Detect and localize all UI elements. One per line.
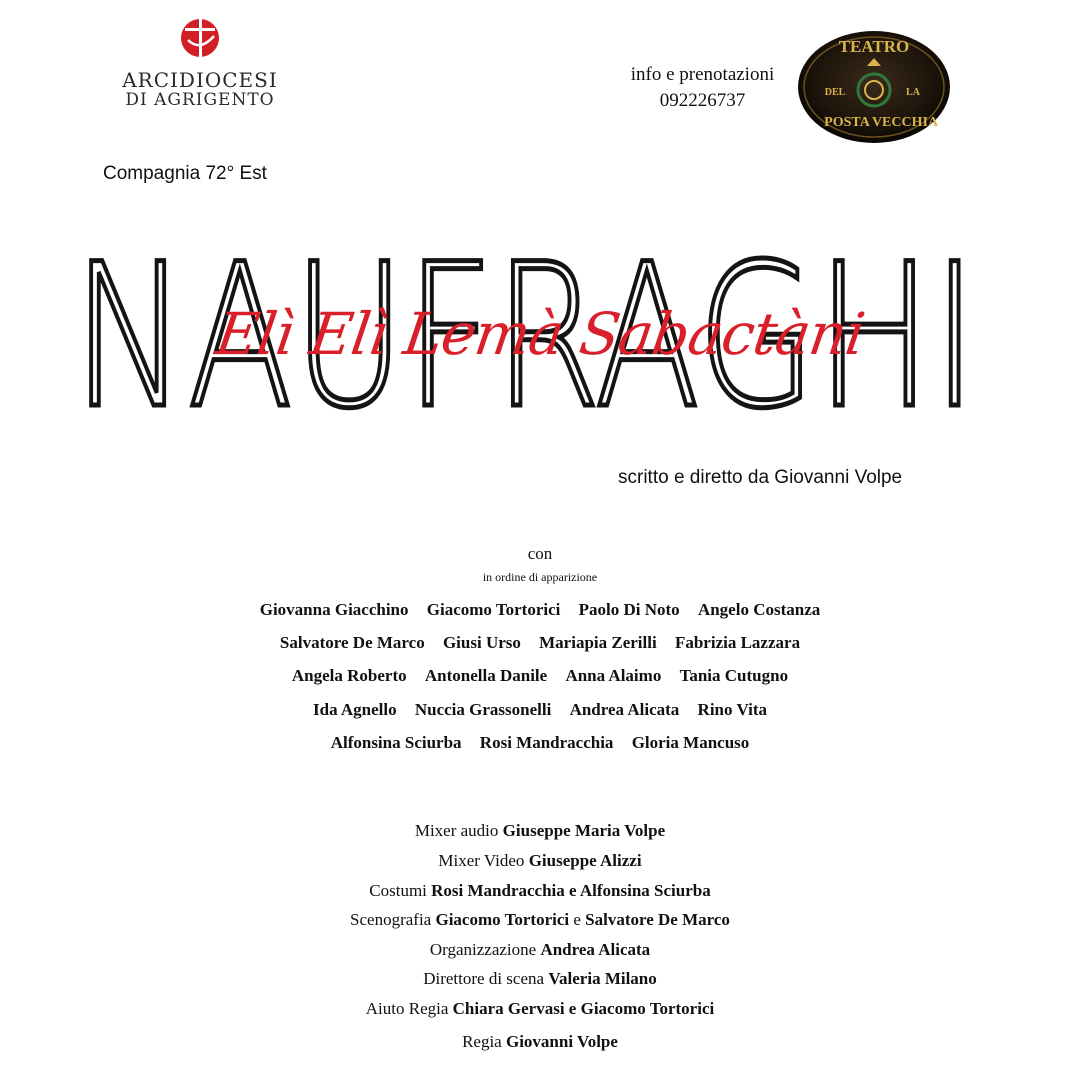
cast-intro: con <box>527 544 553 563</box>
credit-row <box>0 910 1080 930</box>
cast-member: Angelo Costanza <box>697 600 821 619</box>
cast-member: Fabrizia Lazzara <box>674 633 801 652</box>
author-credit: scritto e diretto da Giovanni Volpe <box>618 467 903 488</box>
credit-name: Giuseppe Alizzi <box>528 851 642 870</box>
credit-name: Valeria Milano <box>548 969 657 988</box>
credit-row <box>0 881 1080 901</box>
credit-row <box>0 1032 1080 1052</box>
cast-member: Mariapia Zerilli <box>539 633 657 652</box>
cross-heart-icon <box>178 10 224 62</box>
credit-name: Giovanni Volpe <box>505 1032 618 1051</box>
teatro-vecchia-text: VECCHIA <box>871 115 939 130</box>
credit-row <box>0 999 1080 1019</box>
info-label: info e prenotazioni <box>630 64 775 85</box>
cast-member: Salvatore De Marco <box>279 633 425 652</box>
cast-row <box>0 700 1080 720</box>
cast-member: Rino Vita <box>697 700 767 719</box>
company-name: Compagnia 72° Est <box>103 163 267 184</box>
cast-member: Ida Agnello <box>313 700 397 719</box>
cast-member: Anna Alaimo <box>565 666 662 685</box>
info-phone[interactable]: 092226737 <box>659 90 746 111</box>
cast-member: Antonella Danile <box>424 666 548 685</box>
show-title: NAUFRAGHI <box>72 245 978 420</box>
cast-member: Tania Cutugno <box>679 666 789 685</box>
credit-name: Salvatore De Marco <box>585 910 730 929</box>
cast-member: Gloria Mancuso <box>631 733 750 752</box>
credit-name: Giuseppe Maria Volpe <box>502 821 666 840</box>
arcidiocesi-logo <box>110 10 290 110</box>
teatro-posta-vecchia-logo <box>797 30 952 145</box>
cast-row <box>0 733 1080 753</box>
credit-name: Giacomo Tortorici <box>435 910 570 929</box>
credit-name: Chiara Gervasi e Giacomo Tortorici <box>452 999 715 1018</box>
cast-row <box>0 633 1080 653</box>
credit-row <box>0 851 1080 871</box>
cast-member: Giacomo Tortorici <box>426 600 561 619</box>
credit-role: Regia <box>462 1032 502 1051</box>
cast-member: Angela Roberto <box>291 666 407 685</box>
teatro-text: TEATRO <box>838 37 910 56</box>
logo-line-2: DI AGRIGENTO <box>125 90 275 110</box>
show-subtitle: Elì Elì Lemà Sabactàni <box>211 300 869 368</box>
credit-row <box>0 969 1080 989</box>
cast-member: Giovanna Giacchino <box>259 600 409 619</box>
credit-row <box>0 821 1080 841</box>
teatro-del-text: DEL <box>824 87 846 98</box>
credit-role: Direttore di scena <box>423 969 545 988</box>
credit-name: Andrea Alicata <box>540 940 651 959</box>
credit-joiner: e <box>573 910 581 929</box>
credit-role: Mixer Video <box>438 851 525 870</box>
cast-member: Rosi Mandracchia <box>479 733 614 752</box>
teatro-la-text: LA <box>906 87 920 98</box>
credit-role: Organizzazione <box>429 940 537 959</box>
credit-name: Rosi Mandracchia e Alfonsina Sciurba <box>431 881 711 900</box>
cast-member: Giusi Urso <box>442 633 521 652</box>
credit-role: Costumi <box>369 881 427 900</box>
credit-role: Scenografia <box>350 910 432 929</box>
cast-order-note: in ordine di apparizione <box>482 570 598 584</box>
credit-row <box>0 940 1080 960</box>
cast-member: Nuccia Grassonelli <box>414 700 552 719</box>
cast-member: Alfonsina Sciurba <box>330 733 462 752</box>
cast-member: Paolo Di Noto <box>578 600 680 619</box>
credit-role: Aiuto Regia <box>365 999 449 1018</box>
cast-row <box>0 666 1080 686</box>
cast-row <box>0 600 1080 620</box>
credit-role: Mixer audio <box>414 821 499 840</box>
logo-line-1: ARCIDIOCESI <box>122 68 278 92</box>
cast-member: Andrea Alicata <box>569 700 680 719</box>
teatro-posta-text: POSTA <box>824 115 870 130</box>
